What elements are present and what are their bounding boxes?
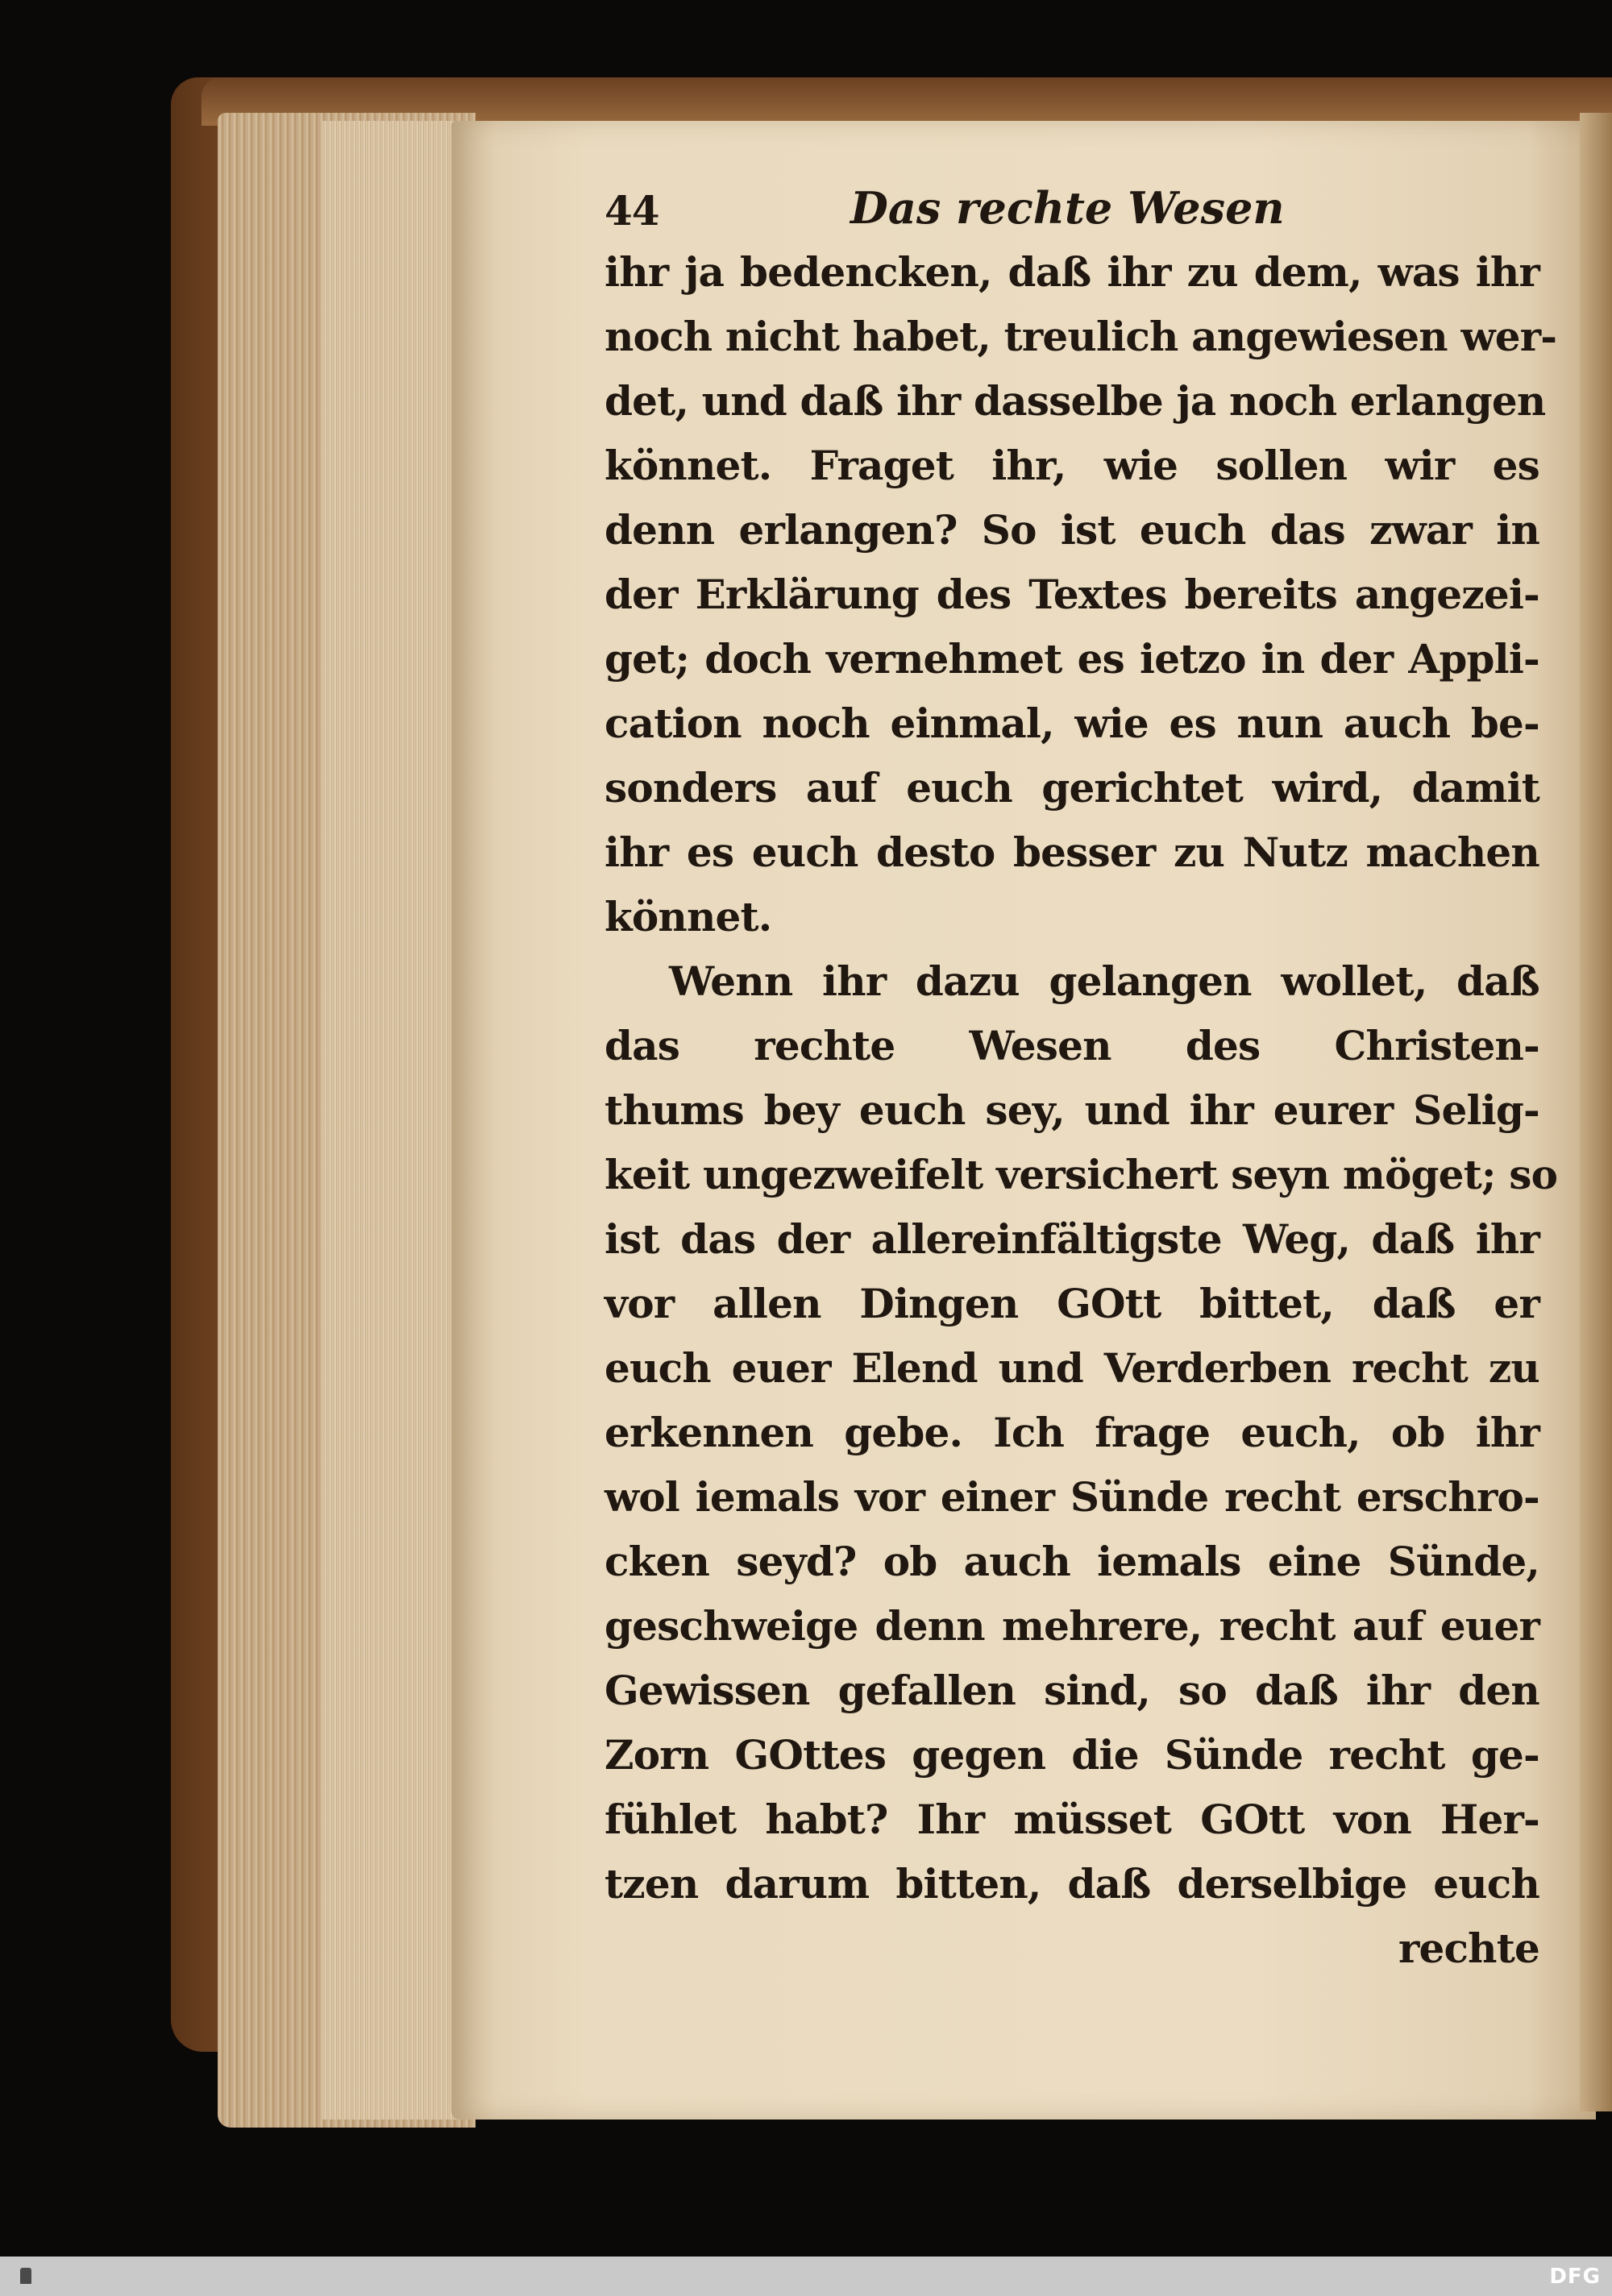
- text-line: det, und daß ihr dasselbe ja noch erlangen: [604, 377, 1546, 425]
- text-line: vor allen Dingen GOtt bittet, daß er: [604, 1280, 1539, 1327]
- running-head: [604, 179, 1539, 237]
- text-line: tzen darum bitten, daß derselbige euch: [604, 1860, 1539, 1908]
- page-text-block: [604, 179, 1558, 1981]
- text-line: der Erklärung des Textes bereits angezei-: [604, 571, 1539, 618]
- text-line: cken seyd? ob auch iemals eine Sünde,: [604, 1538, 1539, 1585]
- text-line: das rechte Wesen des Christen-: [604, 1022, 1539, 1069]
- text-line: Gewissen gefallen sind, so daß ihr den: [604, 1667, 1539, 1714]
- text-line: ihr ja bedencken, daß ihr zu dem, was ihr: [604, 248, 1539, 296]
- text-line: sonders auf euch gerichtet wird, damit: [604, 764, 1539, 812]
- text-line: fühlet habt? Ihr müsset GOtt von Her-: [604, 1796, 1539, 1843]
- text-line: ihr es euch desto besser zu Nutz machen: [604, 828, 1539, 876]
- dfg-logo: DFG: [1549, 2265, 1601, 2289]
- viewer-footer-bar: [0, 2257, 1612, 2296]
- text-line: könnet.: [604, 893, 772, 940]
- catchword: rechte: [1398, 1924, 1539, 1972]
- text-line: geschweige denn mehrere, recht auf euer: [604, 1602, 1539, 1650]
- text-line: euch euer Elend und Verderben recht zu: [604, 1344, 1539, 1392]
- text-line: ist das der allereinfältigste Weg, daß ihr: [604, 1215, 1539, 1263]
- text-line: get; doch vernehmet es ietzo in der Appli-: [604, 635, 1539, 683]
- text-line: cation noch einmal, wie es nun auch be-: [604, 700, 1539, 747]
- page-number: 44: [604, 187, 659, 235]
- page-gutter: [1580, 113, 1612, 2111]
- text-line: wol iemals vor einer Sünde recht erschro-: [604, 1473, 1539, 1521]
- text-line: könnet. Fraget ihr, wie sollen wir es: [604, 442, 1539, 489]
- text-lines: [604, 240, 1558, 1981]
- running-head-title: Das rechte Wesen: [850, 182, 1285, 234]
- text-line: keit ungezweifelt versichert seyn möget; so: [604, 1151, 1558, 1198]
- library-logo-icon: [10, 2261, 42, 2292]
- text-line: noch nicht habet, treulich angewiesen wer-: [604, 313, 1557, 360]
- text-line: erkennen gebe. Ich frage euch, ob ihr: [604, 1409, 1539, 1456]
- text-line: denn erlangen? So ist euch das zwar in: [604, 506, 1539, 554]
- text-line: Zorn GOttes gegen die Sünde recht ge-: [604, 1731, 1539, 1779]
- paragraph-start-line: Wenn ihr dazu gelangen wollet, daß: [669, 957, 1539, 1005]
- text-line: thums bey euch sey, und ihr eurer Selig-: [604, 1086, 1539, 1134]
